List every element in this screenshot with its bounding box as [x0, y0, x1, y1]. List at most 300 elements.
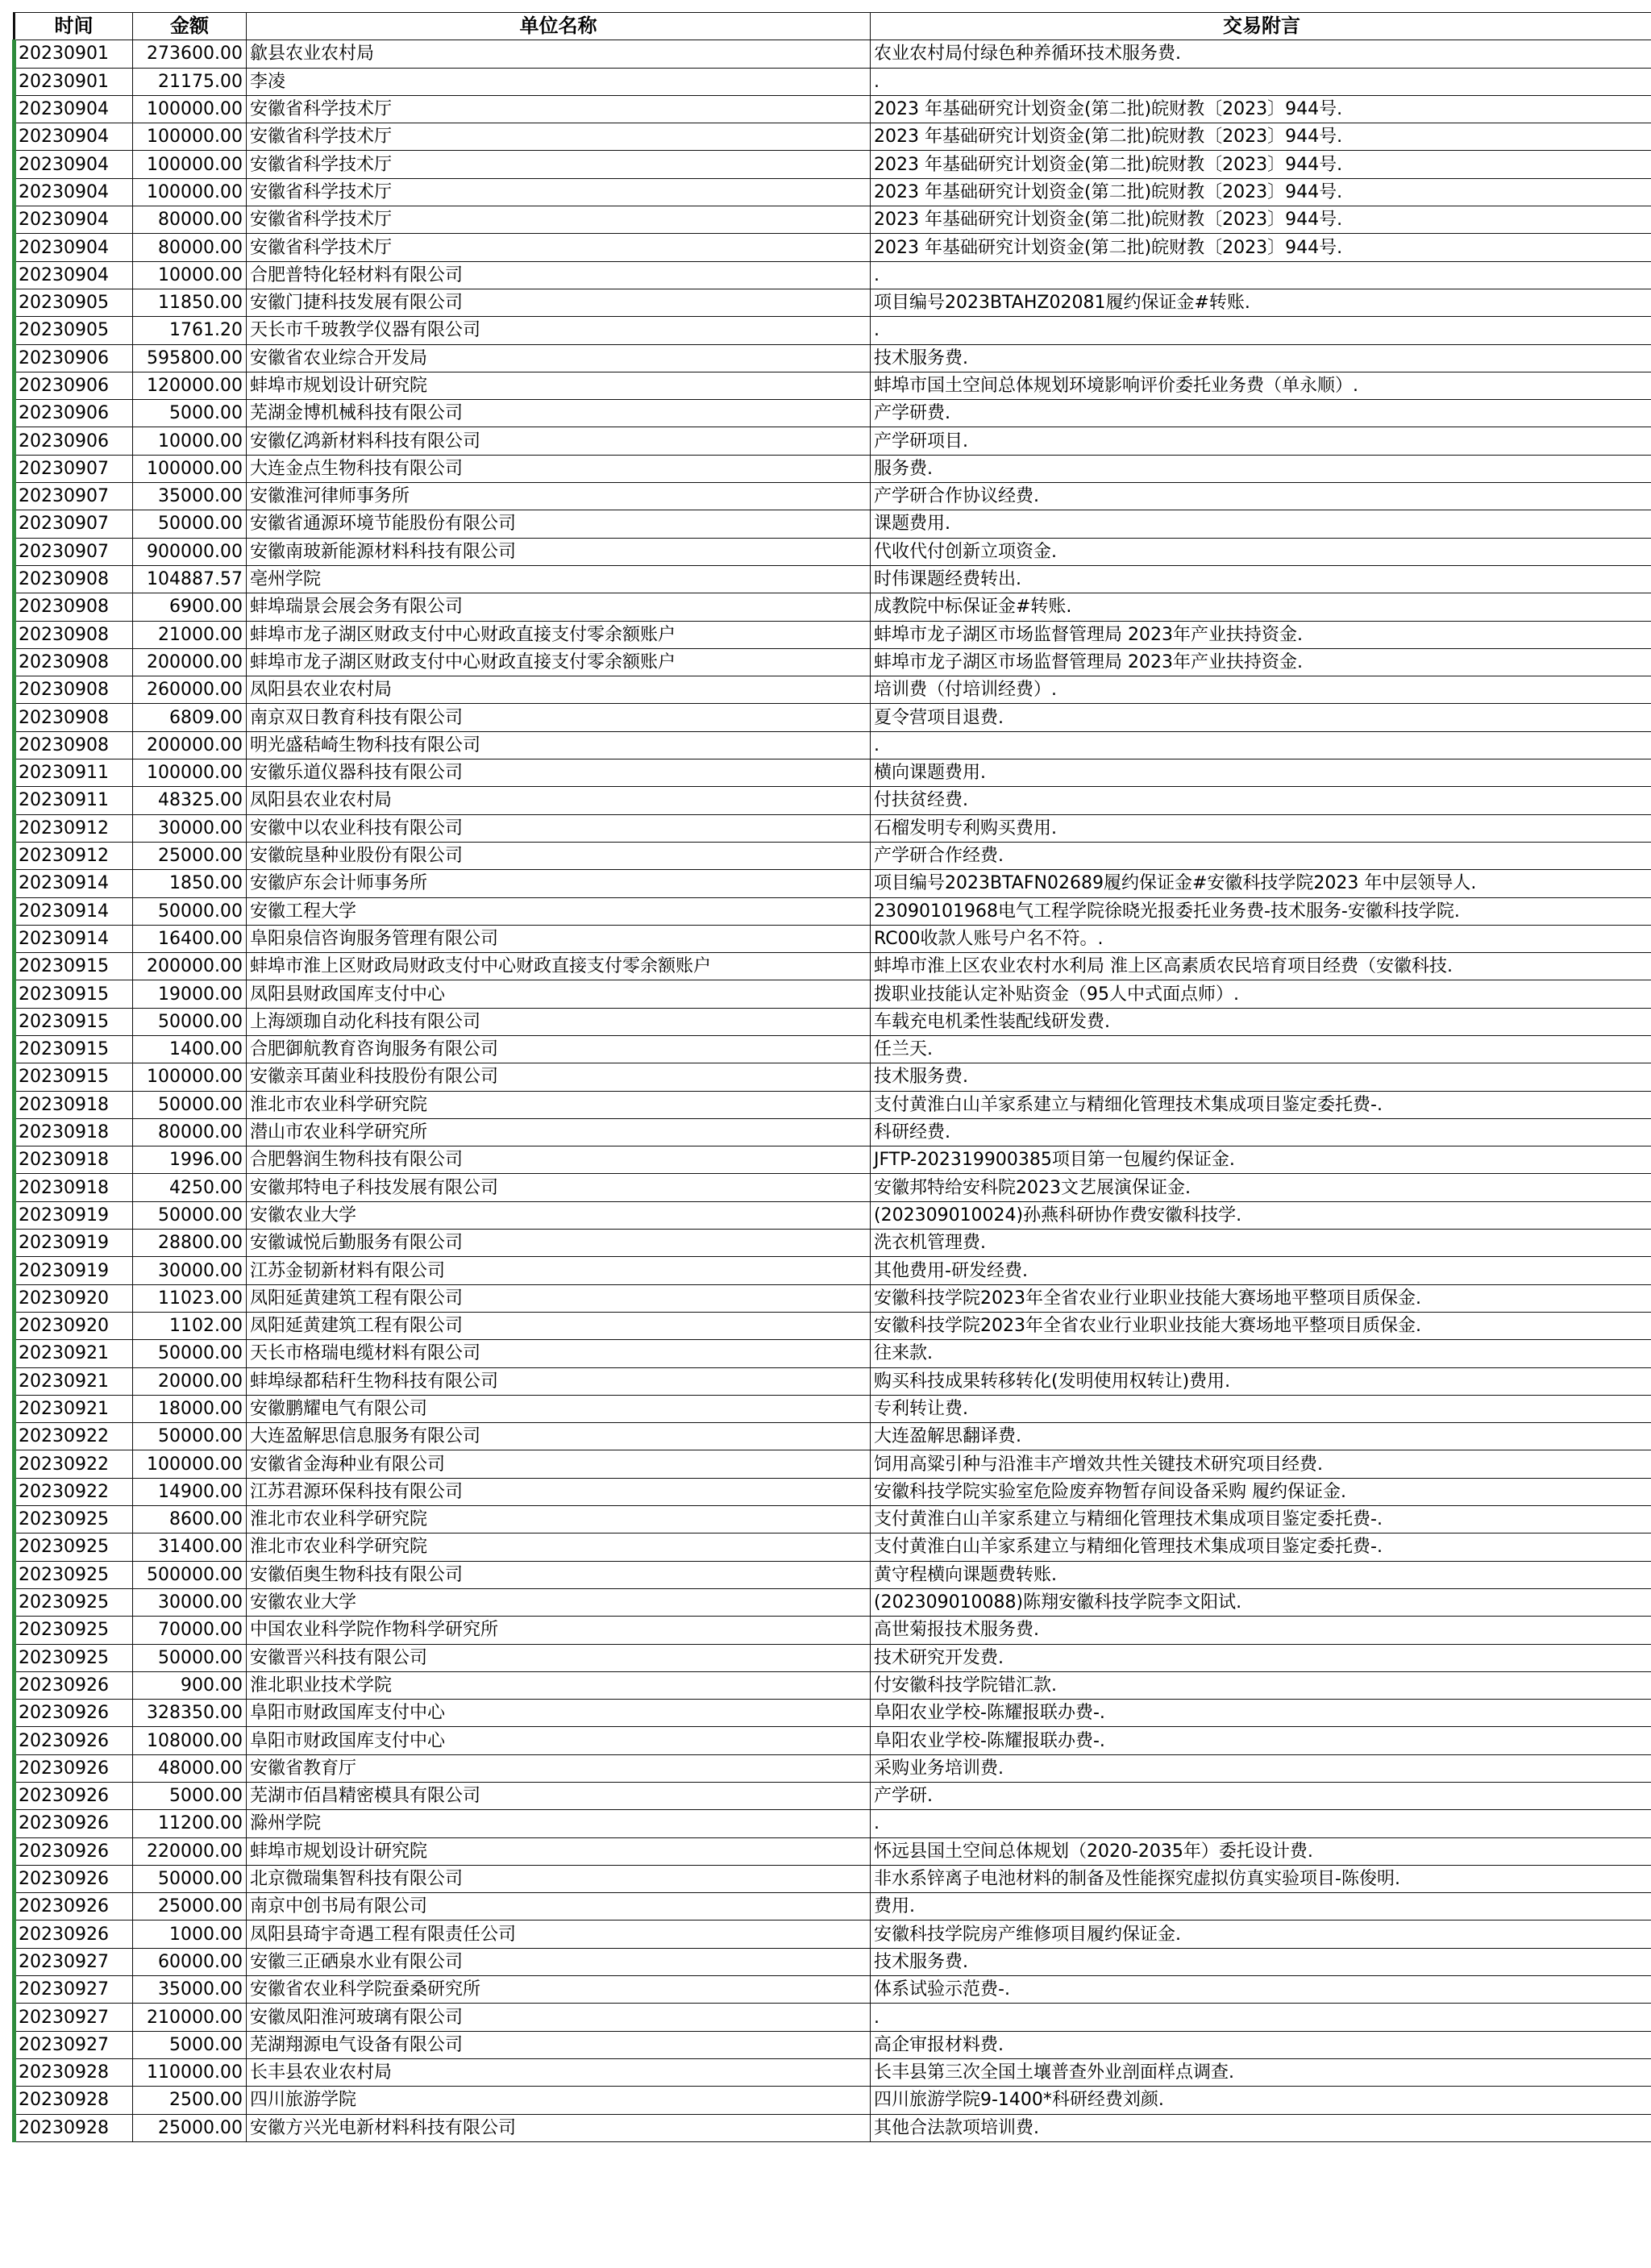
cell-amount: 120000.00	[133, 372, 247, 399]
cell-unit-name: 江苏金韧新材料有限公司	[247, 1257, 871, 1284]
header-amount: 金额	[133, 13, 247, 40]
cell-date: 20230907	[15, 538, 133, 565]
cell-memo: 项目编号2023BTAFN02689履约保证金#安徽科技学院2023 年中层领导人.	[871, 870, 1651, 897]
cell-memo: 长丰县第三次全国土壤普查外业剖面样点调查.	[871, 2058, 1651, 2086]
cell-memo: 四川旅游学院9-1400*科研经费刘颜.	[871, 2087, 1651, 2114]
cell-unit-name: 李凌	[247, 68, 871, 95]
table-row	[15, 1091, 1651, 1118]
cell-unit-name: 阜阳泉信咨询服务管理有限公司	[247, 925, 871, 952]
table-row	[15, 538, 1651, 565]
table-row	[15, 1700, 1651, 1727]
table-row	[15, 123, 1651, 151]
cell-date: 20230901	[15, 40, 133, 68]
cell-unit-name: 安徽亲耳菌业科技股份有限公司	[247, 1063, 871, 1091]
table-row	[15, 317, 1651, 344]
table-row	[15, 1976, 1651, 2004]
cell-date: 20230911	[15, 787, 133, 814]
table-row	[15, 925, 1651, 952]
cell-unit-name: 凤阳县财政国库支付中心	[247, 980, 871, 1008]
cell-unit-name: 安徽省科学技术厅	[247, 95, 871, 123]
cell-amount: 5000.00	[133, 1783, 247, 1810]
cell-memo: 体系试验示范费-.	[871, 1976, 1651, 2004]
cell-memo: RC00收款人账号户名不符。.	[871, 925, 1651, 952]
cell-unit-name: 安徽门捷科技发展有限公司	[247, 289, 871, 316]
cell-unit-name: 淮北市农业科学研究院	[247, 1534, 871, 1561]
cell-amount: 50000.00	[133, 1201, 247, 1229]
cell-memo: 怀远县国土空间总体规划（2020-2035年）委托设计费.	[871, 1837, 1651, 1865]
cell-unit-name: 安徽晋兴科技有限公司	[247, 1644, 871, 1671]
cell-memo: 技术研究开发费.	[871, 1644, 1651, 1671]
cell-memo: 科研经费.	[871, 1118, 1651, 1146]
table-row	[15, 814, 1651, 842]
cell-unit-name: 安徽鹏耀电气有限公司	[247, 1395, 871, 1422]
cell-amount: 1996.00	[133, 1146, 247, 1174]
cell-amount: 100000.00	[133, 95, 247, 123]
cell-unit-name: 淮北职业技术学院	[247, 1671, 871, 1699]
cell-unit-name: 芜湖市佰昌精密模具有限公司	[247, 1783, 871, 1810]
cell-memo: (202309010088)陈翔安徽科技学院李文阳试.	[871, 1588, 1651, 1616]
cell-unit-name: 蚌埠市龙子湖区财政支付中心财政直接支付零余额账户	[247, 648, 871, 676]
cell-unit-name: 安徽省科学技术厅	[247, 178, 871, 206]
cell-date: 20230918	[15, 1118, 133, 1146]
cell-memo: 产学研费.	[871, 400, 1651, 427]
cell-date: 20230921	[15, 1340, 133, 1367]
cell-amount: 900.00	[133, 1671, 247, 1699]
cell-date: 20230901	[15, 68, 133, 95]
cell-memo: 安徽邦特给安科院2023文艺展演保证金.	[871, 1174, 1651, 1201]
cell-amount: 210000.00	[133, 2004, 247, 2031]
table-row	[15, 676, 1651, 704]
cell-unit-name: 安徽乐道仪器科技有限公司	[247, 759, 871, 787]
cell-amount: 5000.00	[133, 2031, 247, 2058]
table-row	[15, 2087, 1651, 2114]
header-date: 时间	[15, 13, 133, 40]
cell-memo: 2023 年基础研究计划资金(第二批)皖财教〔2023〕944号.	[871, 95, 1651, 123]
cell-unit-name: 安徽方兴光电新材料科技有限公司	[247, 2114, 871, 2141]
cell-amount: 50000.00	[133, 1340, 247, 1367]
cell-memo: 安徽科技学院2023年全省农业行业职业技能大赛场地平整项目质保金.	[871, 1312, 1651, 1339]
cell-date: 20230908	[15, 676, 133, 704]
table-row	[15, 40, 1651, 68]
table-row	[15, 178, 1651, 206]
cell-date: 20230919	[15, 1230, 133, 1257]
table-row	[15, 151, 1651, 178]
table-row	[15, 1617, 1651, 1644]
cell-unit-name: 安徽南玻新能源材料科技有限公司	[247, 538, 871, 565]
cell-date: 20230908	[15, 731, 133, 759]
cell-unit-name: 安徽农业大学	[247, 1201, 871, 1229]
cell-memo: 项目编号2023BTAHZ02081履约保证金#转账.	[871, 289, 1651, 316]
cell-date: 20230926	[15, 1865, 133, 1892]
cell-amount: 4250.00	[133, 1174, 247, 1201]
table-row	[15, 1367, 1651, 1395]
cell-memo: 时伟课题经费转出.	[871, 565, 1651, 593]
table-row	[15, 510, 1651, 538]
cell-date: 20230926	[15, 1671, 133, 1699]
cell-date: 20230920	[15, 1312, 133, 1339]
cell-date: 20230915	[15, 1035, 133, 1063]
table-row	[15, 1063, 1651, 1091]
cell-amount: 31400.00	[133, 1534, 247, 1561]
table-row	[15, 897, 1651, 925]
cell-memo: 饲用高粱引种与沿淮丰产增效共性关键技术研究项目经费.	[871, 1450, 1651, 1478]
cell-date: 20230907	[15, 455, 133, 482]
cell-amount: 110000.00	[133, 2058, 247, 2086]
cell-memo: 付安徽科技学院错汇款.	[871, 1671, 1651, 1699]
cell-date: 20230926	[15, 1921, 133, 1948]
table-row	[15, 206, 1651, 234]
cell-date: 20230904	[15, 151, 133, 178]
cell-unit-name: 大连金点生物科技有限公司	[247, 455, 871, 482]
cell-amount: 100000.00	[133, 759, 247, 787]
cell-memo: 安徽科技学院房产维修项目履约保证金.	[871, 1921, 1651, 1948]
cell-date: 20230925	[15, 1506, 133, 1534]
table-row	[15, 1810, 1651, 1837]
cell-date: 20230904	[15, 261, 133, 289]
cell-memo: 2023 年基础研究计划资金(第二批)皖财教〔2023〕944号.	[871, 234, 1651, 261]
cell-amount: 14900.00	[133, 1478, 247, 1505]
table-row	[15, 455, 1651, 482]
cell-amount: 1761.20	[133, 317, 247, 344]
cell-memo: .	[871, 261, 1651, 289]
cell-memo: 大连盈解思翻译费.	[871, 1423, 1651, 1450]
table-row	[15, 980, 1651, 1008]
cell-unit-name: 安徽佰奥生物科技有限公司	[247, 1561, 871, 1588]
cell-memo: 技术服务费.	[871, 344, 1651, 372]
cell-memo: 支付黄淮白山羊家系建立与精细化管理技术集成项目鉴定委托费-.	[871, 1506, 1651, 1534]
table-row	[15, 1754, 1651, 1782]
cell-date: 20230918	[15, 1146, 133, 1174]
cell-amount: 80000.00	[133, 1118, 247, 1146]
cell-unit-name: 凤阳延黄建筑工程有限公司	[247, 1284, 871, 1312]
cell-unit-name: 亳州学院	[247, 565, 871, 593]
table-row	[15, 1588, 1651, 1616]
cell-unit-name: 长丰县农业农村局	[247, 2058, 871, 2086]
cell-date: 20230922	[15, 1450, 133, 1478]
cell-unit-name: 蚌埠市规划设计研究院	[247, 1837, 871, 1865]
cell-amount: 21175.00	[133, 68, 247, 95]
cell-memo: 2023 年基础研究计划资金(第二批)皖财教〔2023〕944号.	[871, 151, 1651, 178]
cell-memo: 农业农村局付绿色种养循环技术服务费.	[871, 40, 1651, 68]
cell-date: 20230904	[15, 95, 133, 123]
cell-date: 20230904	[15, 234, 133, 261]
cell-amount: 50000.00	[133, 510, 247, 538]
table-row	[15, 2031, 1651, 2058]
cell-unit-name: 蚌埠市规划设计研究院	[247, 372, 871, 399]
cell-amount: 1850.00	[133, 870, 247, 897]
table-row	[15, 261, 1651, 289]
cell-unit-name: 江苏君源环保科技有限公司	[247, 1478, 871, 1505]
cell-unit-name: 安徽中以农业科技有限公司	[247, 814, 871, 842]
table-row	[15, 2114, 1651, 2141]
cell-unit-name: 安徽省科学技术厅	[247, 234, 871, 261]
cell-memo: 产学研合作经费.	[871, 842, 1651, 869]
cell-amount: 2500.00	[133, 2087, 247, 2114]
cell-memo: 车载充电机柔性装配线研发费.	[871, 1008, 1651, 1035]
cell-memo: .	[871, 1810, 1651, 1837]
cell-unit-name: 凤阳县农业农村局	[247, 787, 871, 814]
cell-amount: 108000.00	[133, 1727, 247, 1754]
cell-date: 20230919	[15, 1257, 133, 1284]
cell-unit-name: 四川旅游学院	[247, 2087, 871, 2114]
cell-amount: 595800.00	[133, 344, 247, 372]
cell-unit-name: 明光盛秸崎生物科技有限公司	[247, 731, 871, 759]
cell-amount: 19000.00	[133, 980, 247, 1008]
cell-unit-name: 安徽省科学技术厅	[247, 123, 871, 151]
cell-memo: 高企审报材料费.	[871, 2031, 1651, 2058]
cell-date: 20230915	[15, 1063, 133, 1091]
table-row	[15, 870, 1651, 897]
cell-date: 20230911	[15, 759, 133, 787]
cell-amount: 25000.00	[133, 2114, 247, 2141]
table-row	[15, 1450, 1651, 1478]
cell-date: 20230914	[15, 870, 133, 897]
cell-amount: 260000.00	[133, 676, 247, 704]
cell-date: 20230925	[15, 1561, 133, 1588]
cell-date: 20230904	[15, 206, 133, 234]
table-row	[15, 787, 1651, 814]
table-row	[15, 704, 1651, 731]
table-row	[15, 1478, 1651, 1505]
cell-date: 20230922	[15, 1423, 133, 1450]
table-row	[15, 1783, 1651, 1810]
cell-date: 20230925	[15, 1534, 133, 1561]
table-row	[15, 95, 1651, 123]
cell-date: 20230926	[15, 1783, 133, 1810]
cell-amount: 100000.00	[133, 1063, 247, 1091]
table-row	[15, 1644, 1651, 1671]
cell-date: 20230927	[15, 1948, 133, 1975]
cell-amount: 8600.00	[133, 1506, 247, 1534]
table-row	[15, 1921, 1651, 1948]
cell-date: 20230921	[15, 1395, 133, 1422]
cell-amount: 328350.00	[133, 1700, 247, 1727]
table-row	[15, 1230, 1651, 1257]
table-row	[15, 400, 1651, 427]
cell-memo: 蚌埠市淮上区农业农村水利局 淮上区高素质农民培育项目经费（安徽科技.	[871, 953, 1651, 980]
cell-memo: 产学研.	[871, 1783, 1651, 1810]
cell-memo: 费用.	[871, 1893, 1651, 1921]
cell-date: 20230908	[15, 593, 133, 621]
cell-date: 20230926	[15, 1810, 133, 1837]
cell-memo: 高世菊报技术服务费.	[871, 1617, 1651, 1644]
cell-memo: 安徽科技学院2023年全省农业行业职业技能大赛场地平整项目质保金.	[871, 1284, 1651, 1312]
cell-amount: 100000.00	[133, 455, 247, 482]
cell-amount: 10000.00	[133, 261, 247, 289]
cell-date: 20230908	[15, 621, 133, 648]
table-row	[15, 593, 1651, 621]
cell-memo: 支付黄淮白山羊家系建立与精细化管理技术集成项目鉴定委托费-.	[871, 1534, 1651, 1561]
cell-date: 20230905	[15, 317, 133, 344]
cell-amount: 20000.00	[133, 1367, 247, 1395]
cell-amount: 1102.00	[133, 1312, 247, 1339]
cell-memo: 石榴发明专利购买费用.	[871, 814, 1651, 842]
cell-unit-name: 天长市格瑞电缆材料有限公司	[247, 1340, 871, 1367]
cell-date: 20230906	[15, 372, 133, 399]
cell-memo: .	[871, 317, 1651, 344]
cell-amount: 70000.00	[133, 1617, 247, 1644]
cell-unit-name: 安徽省农业科学院蚕桑研究所	[247, 1976, 871, 2004]
cell-amount: 21000.00	[133, 621, 247, 648]
cell-date: 20230908	[15, 704, 133, 731]
cell-unit-name: 大连盈解思信息服务有限公司	[247, 1423, 871, 1450]
cell-unit-name: 安徽诚悦后勤服务有限公司	[247, 1230, 871, 1257]
cell-unit-name: 中国农业科学院作物科学研究所	[247, 1617, 871, 1644]
cell-memo: 技术服务费.	[871, 1948, 1651, 1975]
cell-memo: 课题费用.	[871, 510, 1651, 538]
cell-memo: .	[871, 68, 1651, 95]
cell-date: 20230927	[15, 2004, 133, 2031]
cell-amount: 11200.00	[133, 1810, 247, 1837]
cell-date: 20230926	[15, 1727, 133, 1754]
cell-amount: 50000.00	[133, 1008, 247, 1035]
table-row	[15, 1837, 1651, 1865]
cell-unit-name: 安徽庐东会计师事务所	[247, 870, 871, 897]
cell-unit-name: 凤阳县农业农村局	[247, 676, 871, 704]
table-row	[15, 344, 1651, 372]
cell-date: 20230906	[15, 400, 133, 427]
cell-amount: 25000.00	[133, 842, 247, 869]
cell-date: 20230925	[15, 1644, 133, 1671]
cell-unit-name: 安徽工程大学	[247, 897, 871, 925]
table-row	[15, 759, 1651, 787]
cell-unit-name: 阜阳市财政国库支付中心	[247, 1700, 871, 1727]
cell-date: 20230926	[15, 1837, 133, 1865]
cell-amount: 48000.00	[133, 1754, 247, 1782]
cell-memo: 成教院中标保证金#转账.	[871, 593, 1651, 621]
cell-unit-name: 安徽凤阳淮河玻璃有限公司	[247, 2004, 871, 2031]
cell-date: 20230925	[15, 1588, 133, 1616]
table-row	[15, 1865, 1651, 1892]
table-row	[15, 68, 1651, 95]
cell-amount: 50000.00	[133, 1644, 247, 1671]
cell-date: 20230905	[15, 289, 133, 316]
cell-unit-name: 南京双日教育科技有限公司	[247, 704, 871, 731]
table-row	[15, 289, 1651, 316]
table-row	[15, 621, 1651, 648]
cell-memo: 服务费.	[871, 455, 1651, 482]
table-body	[15, 40, 1651, 2142]
cell-date: 20230919	[15, 1201, 133, 1229]
cell-memo: (202309010024)孙燕科研协作费安徽科技学.	[871, 1201, 1651, 1229]
cell-memo: 阜阳农业学校-陈耀报联办费-.	[871, 1727, 1651, 1754]
cell-unit-name: 安徽省金海种业有限公司	[247, 1450, 871, 1478]
table-row	[15, 953, 1651, 980]
cell-amount: 1400.00	[133, 1035, 247, 1063]
cell-unit-name: 安徽省科学技术厅	[247, 206, 871, 234]
cell-memo: 其他合法款项培训费.	[871, 2114, 1651, 2141]
cell-amount: 10000.00	[133, 427, 247, 455]
cell-date: 20230920	[15, 1284, 133, 1312]
table-row	[15, 731, 1651, 759]
cell-memo: 技术服务费.	[871, 1063, 1651, 1091]
cell-unit-name: 蚌埠瑞景会展会务有限公司	[247, 593, 871, 621]
cell-amount: 50000.00	[133, 1091, 247, 1118]
cell-date: 20230926	[15, 1754, 133, 1782]
cell-amount: 50000.00	[133, 1865, 247, 1892]
cell-memo: 往来款.	[871, 1340, 1651, 1367]
cell-memo: 非水系锌离子电池材料的制备及性能探究虚拟仿真实验项目-陈俊明.	[871, 1865, 1651, 1892]
table-row	[15, 1340, 1651, 1367]
cell-unit-name: 安徽邦特电子科技发展有限公司	[247, 1174, 871, 1201]
cell-amount: 30000.00	[133, 814, 247, 842]
cell-unit-name: 歙县农业农村局	[247, 40, 871, 68]
table-row	[15, 1423, 1651, 1450]
cell-amount: 25000.00	[133, 1893, 247, 1921]
cell-amount: 11023.00	[133, 1284, 247, 1312]
cell-memo: 培训费（付培训经费）.	[871, 676, 1651, 704]
cell-memo: 黄守程横向课题费转账.	[871, 1561, 1651, 1588]
cell-memo: JFTP-202319900385项目第一包履约保证金.	[871, 1146, 1651, 1174]
table-row	[15, 1948, 1651, 1975]
cell-date: 20230925	[15, 1617, 133, 1644]
cell-memo: 产学研项目.	[871, 427, 1651, 455]
cell-amount: 900000.00	[133, 538, 247, 565]
cell-amount: 30000.00	[133, 1257, 247, 1284]
header-unit: 单位名称	[247, 13, 871, 40]
cell-date: 20230907	[15, 483, 133, 510]
cell-date: 20230928	[15, 2114, 133, 2141]
cell-memo: 任兰天.	[871, 1035, 1651, 1063]
cell-date: 20230904	[15, 123, 133, 151]
cell-memo: .	[871, 2004, 1651, 2031]
cell-amount: 50000.00	[133, 1423, 247, 1450]
header-memo: 交易附言	[871, 13, 1651, 40]
table-row	[15, 842, 1651, 869]
cell-unit-name: 蚌埠市淮上区财政局财政支付中心财政直接支付零余额账户	[247, 953, 871, 980]
header-row	[15, 13, 1651, 40]
cell-amount: 80000.00	[133, 206, 247, 234]
cell-memo: .	[871, 731, 1651, 759]
cell-unit-name: 安徽农业大学	[247, 1588, 871, 1616]
transaction-table	[12, 12, 1651, 2142]
table-row	[15, 1118, 1651, 1146]
table-row	[15, 648, 1651, 676]
table-row	[15, 1146, 1651, 1174]
cell-amount: 50000.00	[133, 897, 247, 925]
cell-date: 20230918	[15, 1174, 133, 1201]
cell-memo: 蚌埠市国土空间总体规划环境影响评价委托业务费（单永顺）.	[871, 372, 1651, 399]
table-row	[15, 234, 1651, 261]
cell-memo: 横向课题费用.	[871, 759, 1651, 787]
cell-unit-name: 天长市千玻教学仪器有限公司	[247, 317, 871, 344]
cell-date: 20230914	[15, 925, 133, 952]
cell-memo: 代收代付创新立项资金.	[871, 538, 1651, 565]
cell-memo: 2023 年基础研究计划资金(第二批)皖财教〔2023〕944号.	[871, 123, 1651, 151]
cell-unit-name: 安徽省科学技术厅	[247, 151, 871, 178]
cell-amount: 104887.57	[133, 565, 247, 593]
table-row	[15, 2058, 1651, 2086]
cell-unit-name: 合肥普特化轻材料有限公司	[247, 261, 871, 289]
cell-memo: 安徽科技学院实验室危险废弃物暂存间设备采购 履约保证金.	[871, 1478, 1651, 1505]
cell-date: 20230912	[15, 842, 133, 869]
cell-unit-name: 合肥磐润生物科技有限公司	[247, 1146, 871, 1174]
cell-date: 20230926	[15, 1893, 133, 1921]
cell-date: 20230928	[15, 2087, 133, 2114]
cell-amount: 6809.00	[133, 704, 247, 731]
table-row	[15, 483, 1651, 510]
table-row	[15, 1534, 1651, 1561]
table-row	[15, 1035, 1651, 1063]
cell-unit-name: 安徽省农业综合开发局	[247, 344, 871, 372]
cell-amount: 200000.00	[133, 648, 247, 676]
cell-date: 20230904	[15, 178, 133, 206]
cell-amount: 500000.00	[133, 1561, 247, 1588]
cell-unit-name: 北京微瑞集智科技有限公司	[247, 1865, 871, 1892]
table-row	[15, 1727, 1651, 1754]
cell-unit-name: 蚌埠市龙子湖区财政支付中心财政直接支付零余额账户	[247, 621, 871, 648]
cell-amount: 200000.00	[133, 731, 247, 759]
